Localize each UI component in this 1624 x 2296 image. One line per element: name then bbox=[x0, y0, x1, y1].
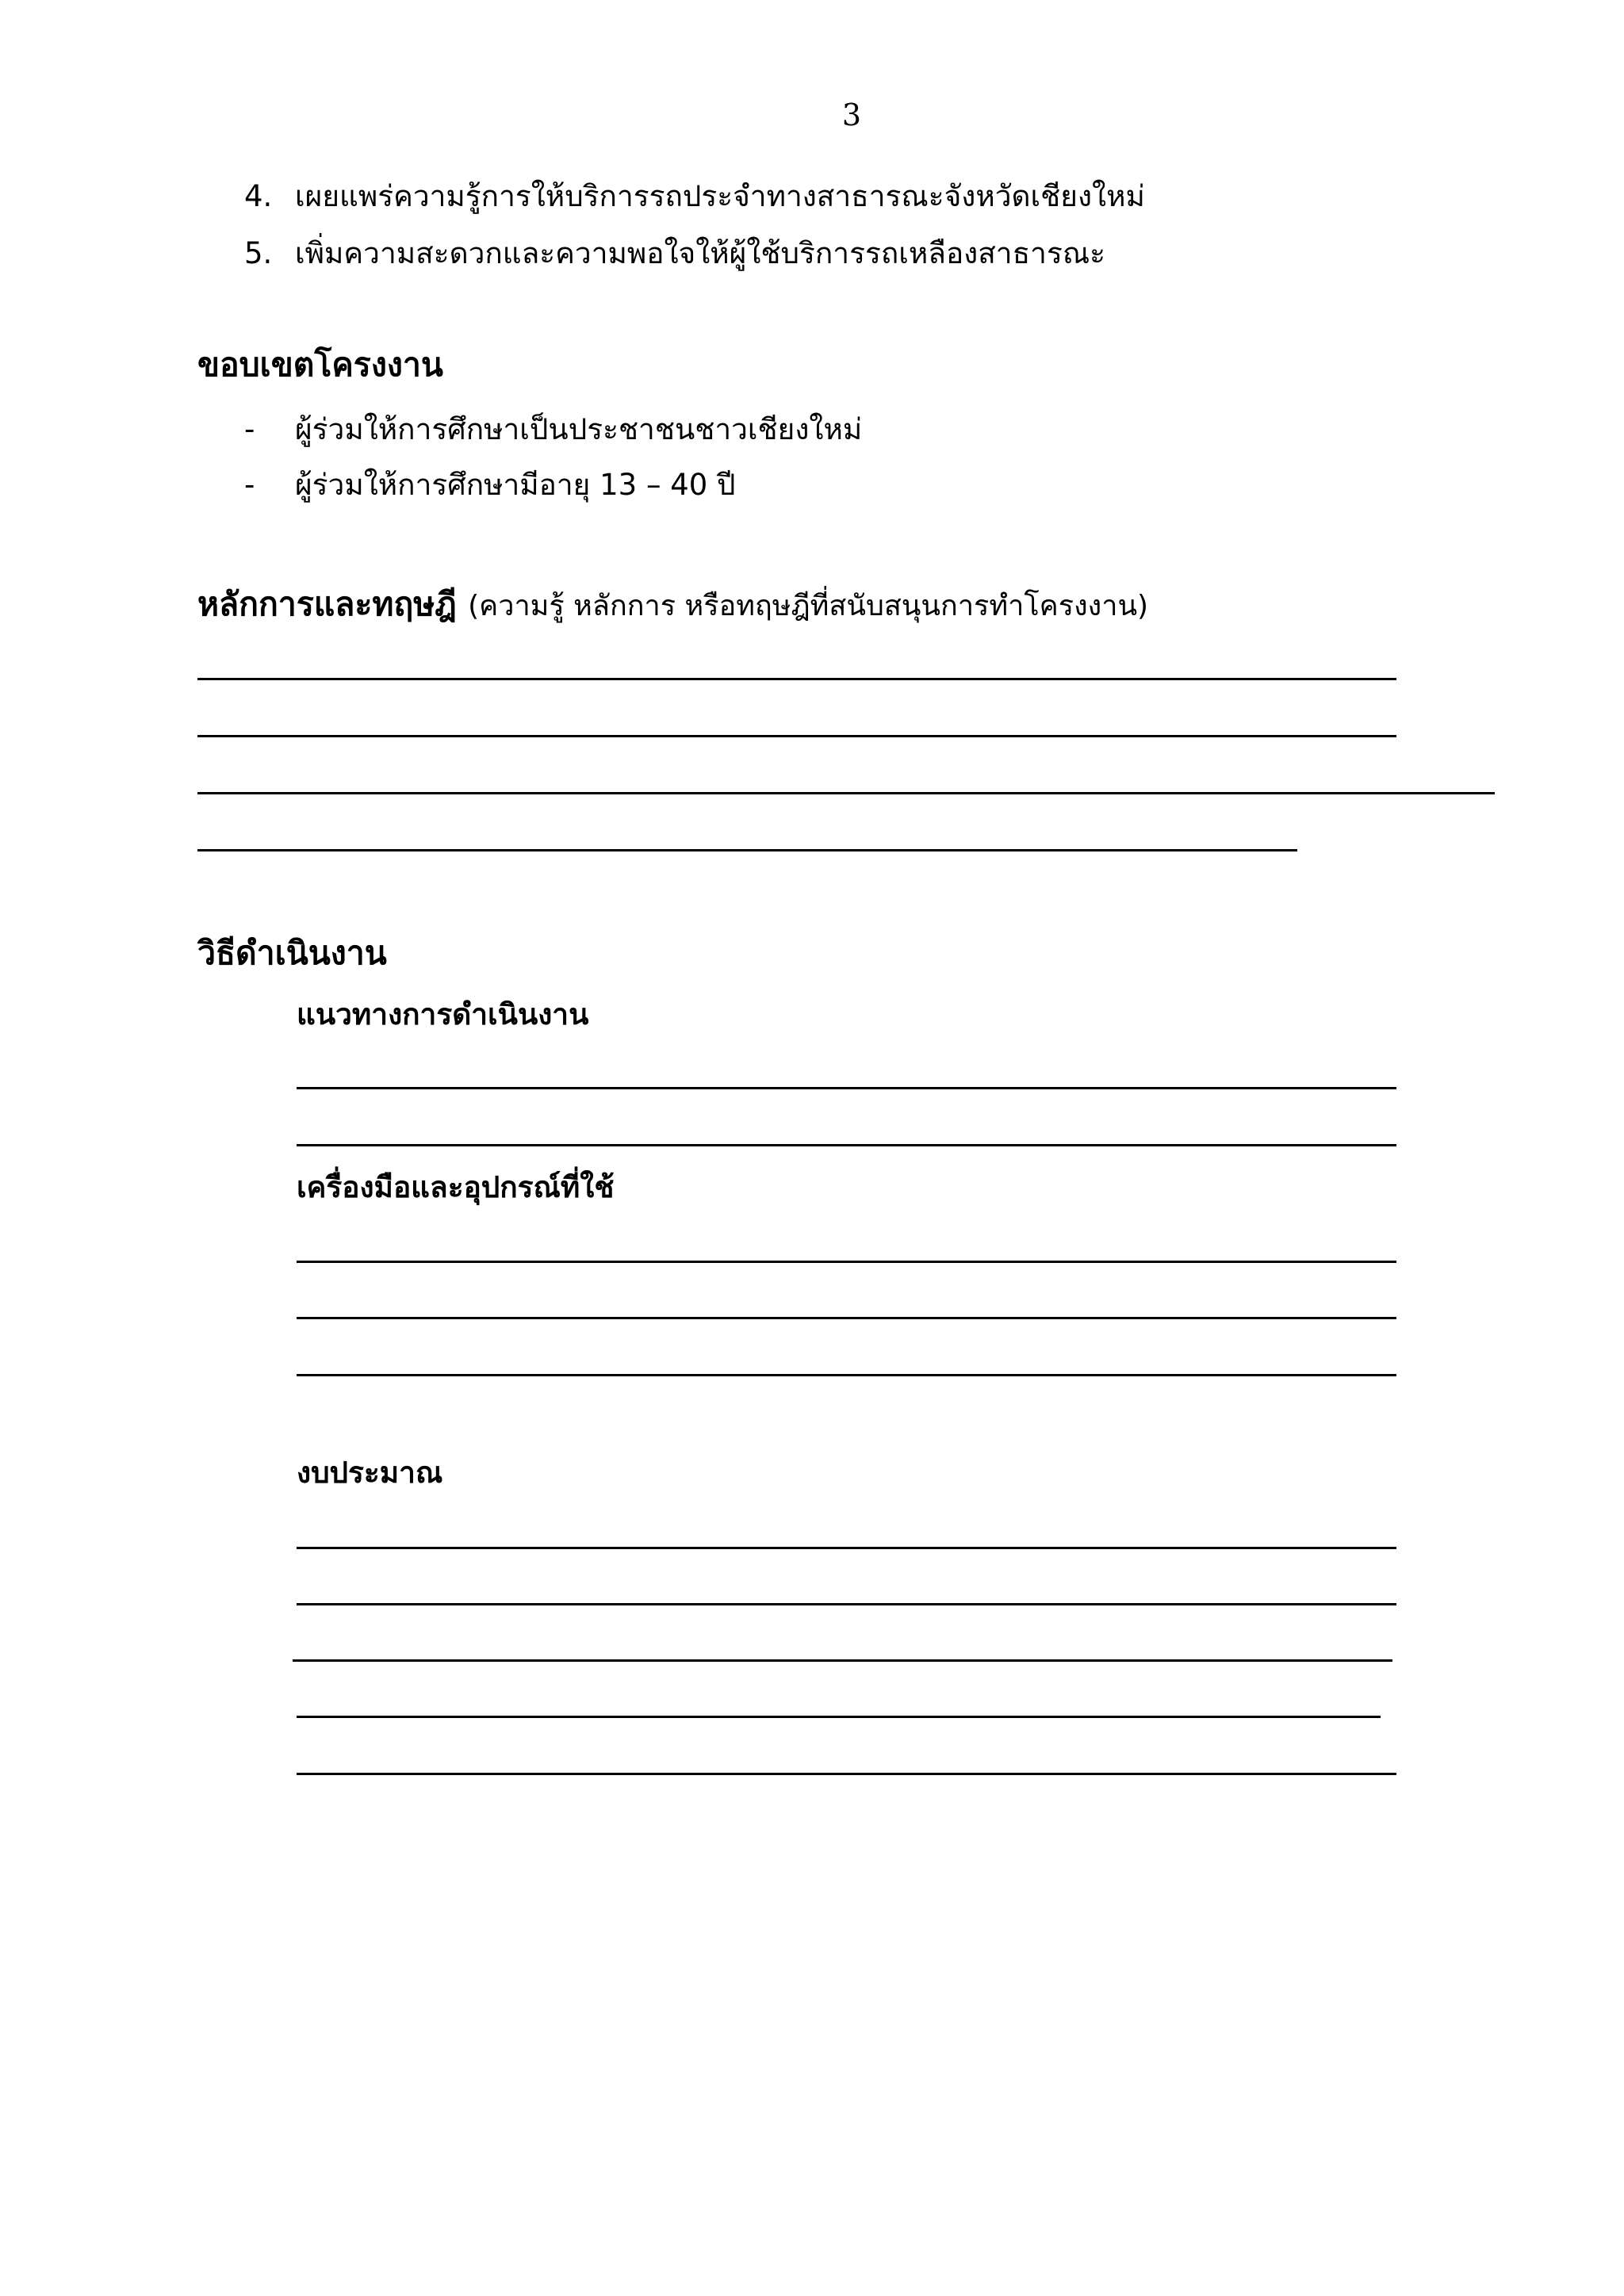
writing-line bbox=[297, 1317, 1396, 1319]
list-item-text: เผยแพร่ความรู้การให้บริการรถประจำทางสาธารณะจังหวัดเชียงใหม่ bbox=[295, 179, 1145, 213]
writing-line bbox=[197, 792, 1495, 794]
list-marker: 4. bbox=[244, 179, 273, 213]
writing-line bbox=[197, 849, 1297, 851]
scope-heading: ขอบเขตโครงงาน bbox=[197, 346, 443, 384]
list-marker: - bbox=[244, 412, 255, 446]
writing-line bbox=[297, 1773, 1396, 1775]
writing-line bbox=[197, 678, 1396, 680]
list-marker: - bbox=[244, 468, 255, 502]
list-item-text: ผู้ร่วมให้การศึกษามีอายุ 13 – 40 ปี bbox=[295, 468, 736, 502]
writing-line bbox=[297, 1547, 1396, 1549]
writing-line bbox=[297, 1716, 1381, 1718]
list-item-text: ผู้ร่วมให้การศึกษาเป็นประชาชนชาวเชียงใหม่ bbox=[295, 412, 863, 446]
writing-line bbox=[297, 1087, 1396, 1089]
theory-heading bbox=[197, 584, 1148, 627]
budget-heading: งบประมาณ bbox=[297, 1456, 443, 1490]
writing-line bbox=[297, 1144, 1396, 1146]
theory-heading-note: (ความรู้ หลักการ หรือทฤษฎีที่สนับสนุนการทำโครงงาน) bbox=[468, 590, 1149, 622]
writing-line bbox=[297, 1603, 1396, 1605]
writing-line bbox=[197, 735, 1396, 737]
method-heading: วิธีดำเนินงาน bbox=[197, 934, 387, 972]
list-marker: 5. bbox=[244, 236, 273, 270]
theory-heading-title: หลักการและทฤษฎี bbox=[197, 585, 457, 623]
list-item-text: เพิ่มความสะดวกและความพอใจให้ผู้ใช้บริการรถเหลืองสาธารณะ bbox=[295, 236, 1106, 270]
writing-line bbox=[297, 1374, 1396, 1376]
writing-line bbox=[297, 1261, 1396, 1263]
approach-heading: แนวทางการดำเนินงาน bbox=[297, 997, 589, 1031]
tools-heading: เครื่องมือและอุปกรณ์ที่ใช้ bbox=[297, 1170, 615, 1204]
writing-line bbox=[293, 1659, 1392, 1662]
page-number: 3 bbox=[841, 98, 862, 132]
